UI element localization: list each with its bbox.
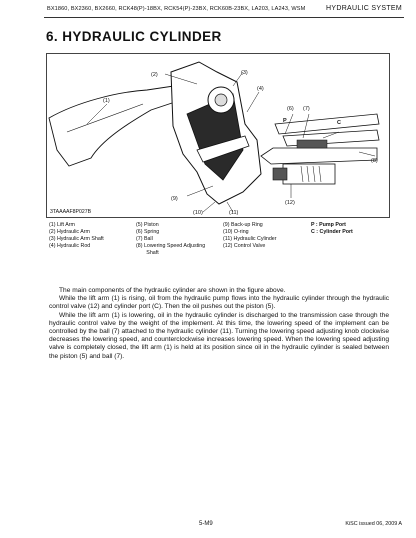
legend-item: (9) Back-up Ring <box>223 222 263 228</box>
legend-item: Shaft <box>136 249 159 256</box>
callout-11: (11) <box>229 210 239 216</box>
callout-p: P <box>283 118 287 124</box>
arm-shaft-inner <box>215 94 227 106</box>
legend-item: (6) Spring <box>136 228 160 235</box>
legend-item: (8) Lowering Speed Adjusting <box>136 242 206 249</box>
legend-item: P : Pump Port <box>311 222 346 228</box>
legend-item: (3) Hydraulic Arm Shaft <box>49 235 104 242</box>
paragraph: While the lift arm (1) is lowering, oil in the hydraulic cylinder is discharged to the transmission case through the hydraulic control valve by the weight of the implement. At this time, the lowering speed of the implement can be controlled by the ball (7) attached to the hydraulic cylinder (11). Turning the lowering speed adjusting knob clockwise decreases the lowering speed, and counterclockwise increases lowering speed. When the lowering speed adjusting valve is completely closed, the lift arm (1) is held at its position since oil in the hydraulic cylinder is sealed between the piston (5) and ball (7). <box>49 311 389 360</box>
callout-6: (6) <box>287 106 294 112</box>
page-number: 5-M9 <box>199 521 213 527</box>
hydraulic-cylinder-figure <box>46 53 390 218</box>
issue-note: KiSC issued 06, 2009 A <box>345 521 402 527</box>
legend-item: (11) Hydraulic Cylinder <box>223 235 277 242</box>
callout-8: (8) <box>371 158 378 164</box>
callout-12: (12) <box>285 200 295 206</box>
body-text <box>49 287 389 361</box>
callout-2: (2) <box>151 72 158 78</box>
header-divider <box>44 17 404 18</box>
callout-c: C <box>337 120 341 126</box>
cylinder-diagram <box>47 54 389 217</box>
callout-7: (7) <box>303 106 310 112</box>
legend-column-3 <box>223 222 276 250</box>
legend-item: (12) Control Valve <box>223 242 266 249</box>
callout-3: (3) <box>241 70 248 76</box>
fitting-block <box>297 140 327 148</box>
figure-code: 3TAAAAF8P027B <box>50 209 92 215</box>
legend-item: (2) Hydraulic Arm <box>49 228 90 235</box>
legend-column-1 <box>49 222 104 250</box>
control-valve-block <box>273 168 287 180</box>
callout-9: (9) <box>171 196 178 202</box>
callout-4: (4) <box>257 86 264 92</box>
legend-item: (1) Lift Arm <box>49 222 75 228</box>
callout-1: (1) <box>103 98 110 104</box>
callout-10: (10) <box>193 210 203 216</box>
legend-column-2 <box>136 222 205 257</box>
paragraph: The main components of the hydraulic cylinder are shown in the figure above. <box>59 287 286 294</box>
paragraph: While the lift arm (1) is rising, oil from the hydraulic pump flows into the hydraulic cylinder through the hydraulic control valve (12) and cylinder port (C). Then the oil pushes out the piston (5). <box>49 295 389 311</box>
header-section: HYDRAULIC SYSTEM <box>326 5 402 12</box>
legend-column-ports <box>311 222 353 236</box>
legend-item: C : Cylinder Port <box>311 228 353 235</box>
valve-body <box>261 148 377 164</box>
legend-item: (5) Piston <box>136 222 159 228</box>
legend-item: (7) Ball <box>136 235 153 242</box>
section-title: 6. HYDRAULIC CYLINDER <box>46 29 222 44</box>
header-models: BX1860, BX2360, BX2660, RCK48(P)-18BX, RCK54(P)-23BX, RCK60B-23BX, LA203, LA243, WSM <box>47 6 306 12</box>
legend-item: (4) Hydraulic Rod <box>49 242 91 249</box>
legend-item: (10) O-ring <box>223 228 249 235</box>
